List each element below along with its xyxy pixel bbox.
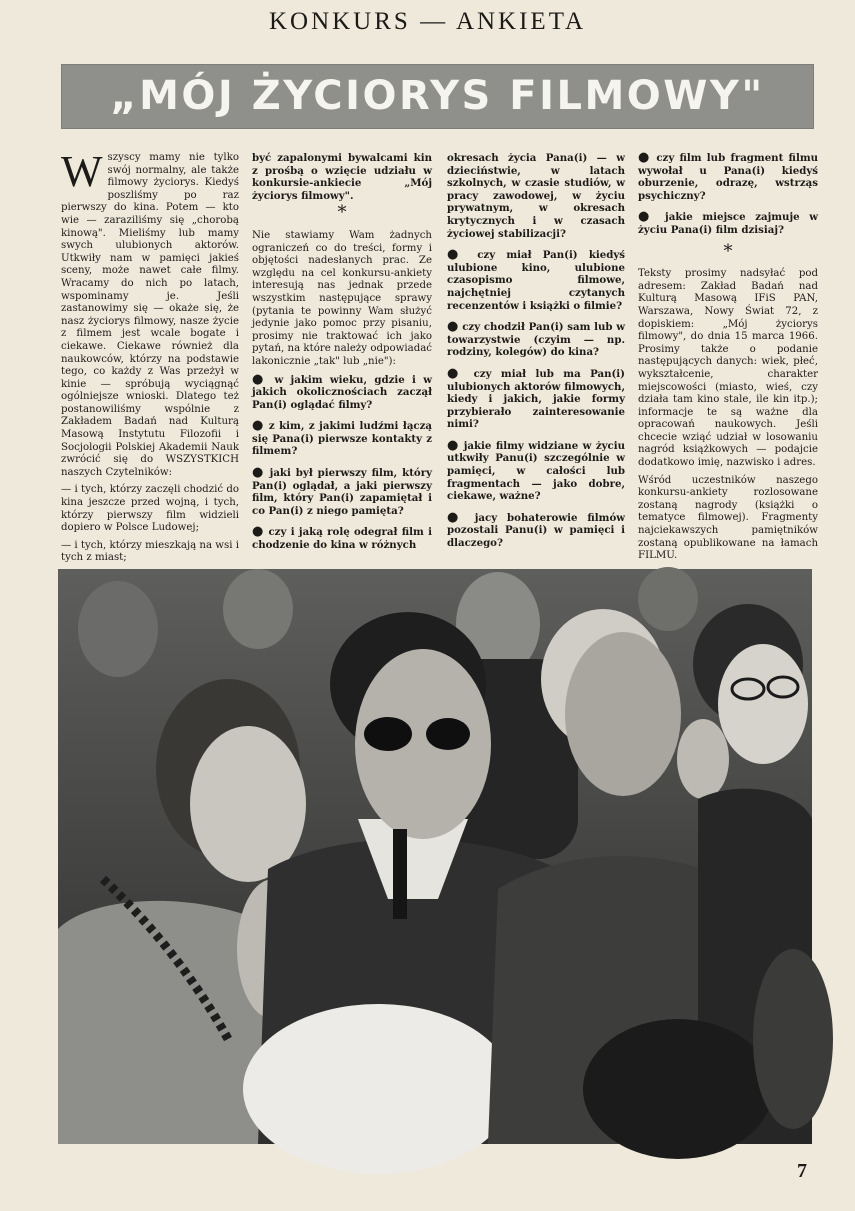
intro-text: szyscy mamy nie tylko swój normalny, ale także filmowy życiorys. Kiedyś poszliśmy po raz pierwszy do kina. Potem — kto wie — zaraziliśmy się „chorobą kinową". Mieliśmy lub mamy swych ulubionych aktorów. Utkwiły nam w pamięci jakieś sceny, może nawet całe filmy. Wracamy do nich po latach, wspominamy je. Jeśli zastanowimy się — okaże się, że nasz życiorys filmowy, nasze życie z filmem jest wcale bogate i ciekawe. Ciekawe również dla naukowców, którzy na podstawie tego, co każdy z Was przeżył w kinie — spróbują wyciągnąć ogólniejsze wnioski. Dlatego też postanowiliśmy wspólnie z Zakładem Badań nad Kulturą Masową Instytutu Filozofii i Socjologii Polskiej Akademii Nauk zwrócić się do WSZYSTKICH naszych Czytelników:	[61, 152, 239, 478]
bullet-icon: ●	[638, 150, 652, 165]
paragraph: Nie stawiamy Wam żadnych ograniczeń co do treści, formy i objętości nadesłanych prac. Ze względu na cel konkursu-ankiety interesują nas jednak przede wszystkim następujące sprawy (pytania te powinny Wam służyć jedynie jako pomoc przy pisaniu, prosimy nie traktować ich jako pytań, na które należy odpowiadać lakonicznie „tak" lub „nie"):	[252, 229, 432, 367]
question-item	[447, 249, 625, 312]
question-text: jakie miejsce zajmuje w życiu Pana(i) film dzisiaj?	[638, 211, 819, 236]
bullet-icon: ●	[638, 209, 656, 225]
question-text: jaki był pierwszy film, który Pan(i) oglądał, a jaki pierwszy film, który Pan(i) zapamiętał i co Pan(i) z niego pamięta?	[252, 467, 432, 517]
question-item	[447, 509, 626, 550]
question-text: czy miał Pan(i) kiedyś ulubione kino, ulubione czasopismo filmowe, najchętniej czytanych recenzentów i książki o filmie?	[447, 249, 626, 312]
question-text: czy i jaką rolę odegrał film i chodzenie do kina w różnych	[252, 526, 432, 552]
intro-paragraph	[61, 147, 239, 479]
bullet-icon: ●	[447, 437, 460, 453]
question-item	[252, 420, 432, 458]
question-continuation: okresach życia Pana(i) — w dzieciństwie, w latach szkolnych, w czasie studiów, w pracy zawodowej, w życiu prywatnym, w okresach krytycznych i w czasach życiowej stabilizacji?	[447, 152, 625, 240]
question-text: w jakim wieku, gdzie i w jakich okolicznościach zaczął Pan(i) oglądać filmy?	[252, 373, 433, 411]
bullet-icon: ●	[447, 319, 459, 335]
audience-photo	[58, 569, 812, 1144]
question-item	[252, 467, 432, 517]
question-item	[447, 321, 625, 359]
page-number: 7	[797, 1160, 807, 1182]
bullet-icon: ●	[252, 371, 268, 387]
article-title: „MÓJ ŻYCIORYS FILMOWY"	[110, 73, 765, 119]
question-text: czy miał lub ma Pan(i) ulubionych aktorów filmowych, kiedy i jakich, jakie formy przybierało zainteresowanie nimi?	[447, 367, 625, 431]
paragraph: Teksty prosimy nadsyłać pod adresem: Zakład Badań nad Kulturą Masową IFiS PAN, Warszawa, Nowy Świat 72, z dopiskiem: „Mój życiorys filmowy", do dnia 15 marca 1966. Prosimy także o podanie następujących danych: wiek, płeć, wykształcenie, charakter miejscowości (miasto, wieś, czy działa tam kino stale, ile kin itp.); informacje te są ważne dla opracowań naukowych. Jeśli chcecie wziąć udział w losowaniu nagród książkowych — podajcie dodatkowo imię, nazwisko i adres.	[638, 268, 818, 469]
text-column-4	[638, 150, 819, 562]
section-overline: KONKURS — ANKIETA	[268, 8, 587, 35]
bullet-icon: ●	[252, 524, 265, 540]
paragraph: Wśród uczestników naszego konkursu-ankiety rozlosowane zostaną nagrody (książki o tematyce filmowej). Fragmenty najciekawszych pamiętników zostaną opublikowane na łamach FILMU.	[638, 474, 818, 562]
paragraph: być zapalonymi bywalcami kin z prośbą o wzięcie udziału w konkursie-ankiecie „Mój życiorys filmowy".	[252, 152, 432, 202]
paragraph: — i tych, którzy mieszkają na wsi i tych z miast;	[61, 539, 239, 564]
bullet-icon: ●	[252, 418, 265, 434]
drop-cap: W	[61, 147, 103, 196]
text-column-1	[61, 147, 239, 564]
asterisk-divider: *	[723, 240, 733, 262]
question-text: jacy bohaterowie filmów pozostali Panu(i) w pamięci i dlaczego?	[447, 511, 626, 550]
asterisk-divider: *	[337, 202, 347, 224]
bullet-icon: ●	[447, 509, 465, 525]
question-text: z kim, z jakimi ludźmi łączą się Pana(i) pierwsze kontakty z filmem?	[252, 420, 433, 458]
bullet-icon: ●	[447, 247, 467, 263]
bullet-icon: ●	[447, 365, 465, 381]
title-banner	[61, 64, 814, 129]
question-item	[638, 211, 818, 236]
question-text: jakie filmy widziane w życiu utkwiły Panu(i) szczególnie w pamięci, w całości lub fragmentach — jako dobre, ciekawe, ważne?	[447, 439, 626, 503]
question-item	[447, 437, 626, 503]
bullet-icon: ●	[252, 465, 265, 481]
paragraph: — i tych, którzy zaczęli chodzić do kina jeszcze przed wojną, i tych, którzy pierwszy film widzieli dopiero w Polsce Ludowej;	[61, 484, 239, 534]
question-item	[447, 365, 625, 431]
question-text: czy film lub fragment filmu wywołał u Pana(i) kiedyś oburzenie, odrazę, wstrząs psychiczny?	[638, 152, 819, 202]
question-item	[252, 371, 433, 412]
text-column-2	[252, 152, 433, 552]
audience-photo-image	[58, 569, 812, 1144]
question-item	[638, 152, 818, 202]
question-item	[252, 526, 432, 551]
question-text: czy chodził Pan(i) sam lub w towarzystwie (czyim — np. rodziny, kolegów) do kina?	[447, 321, 626, 359]
text-column-3	[447, 152, 626, 550]
